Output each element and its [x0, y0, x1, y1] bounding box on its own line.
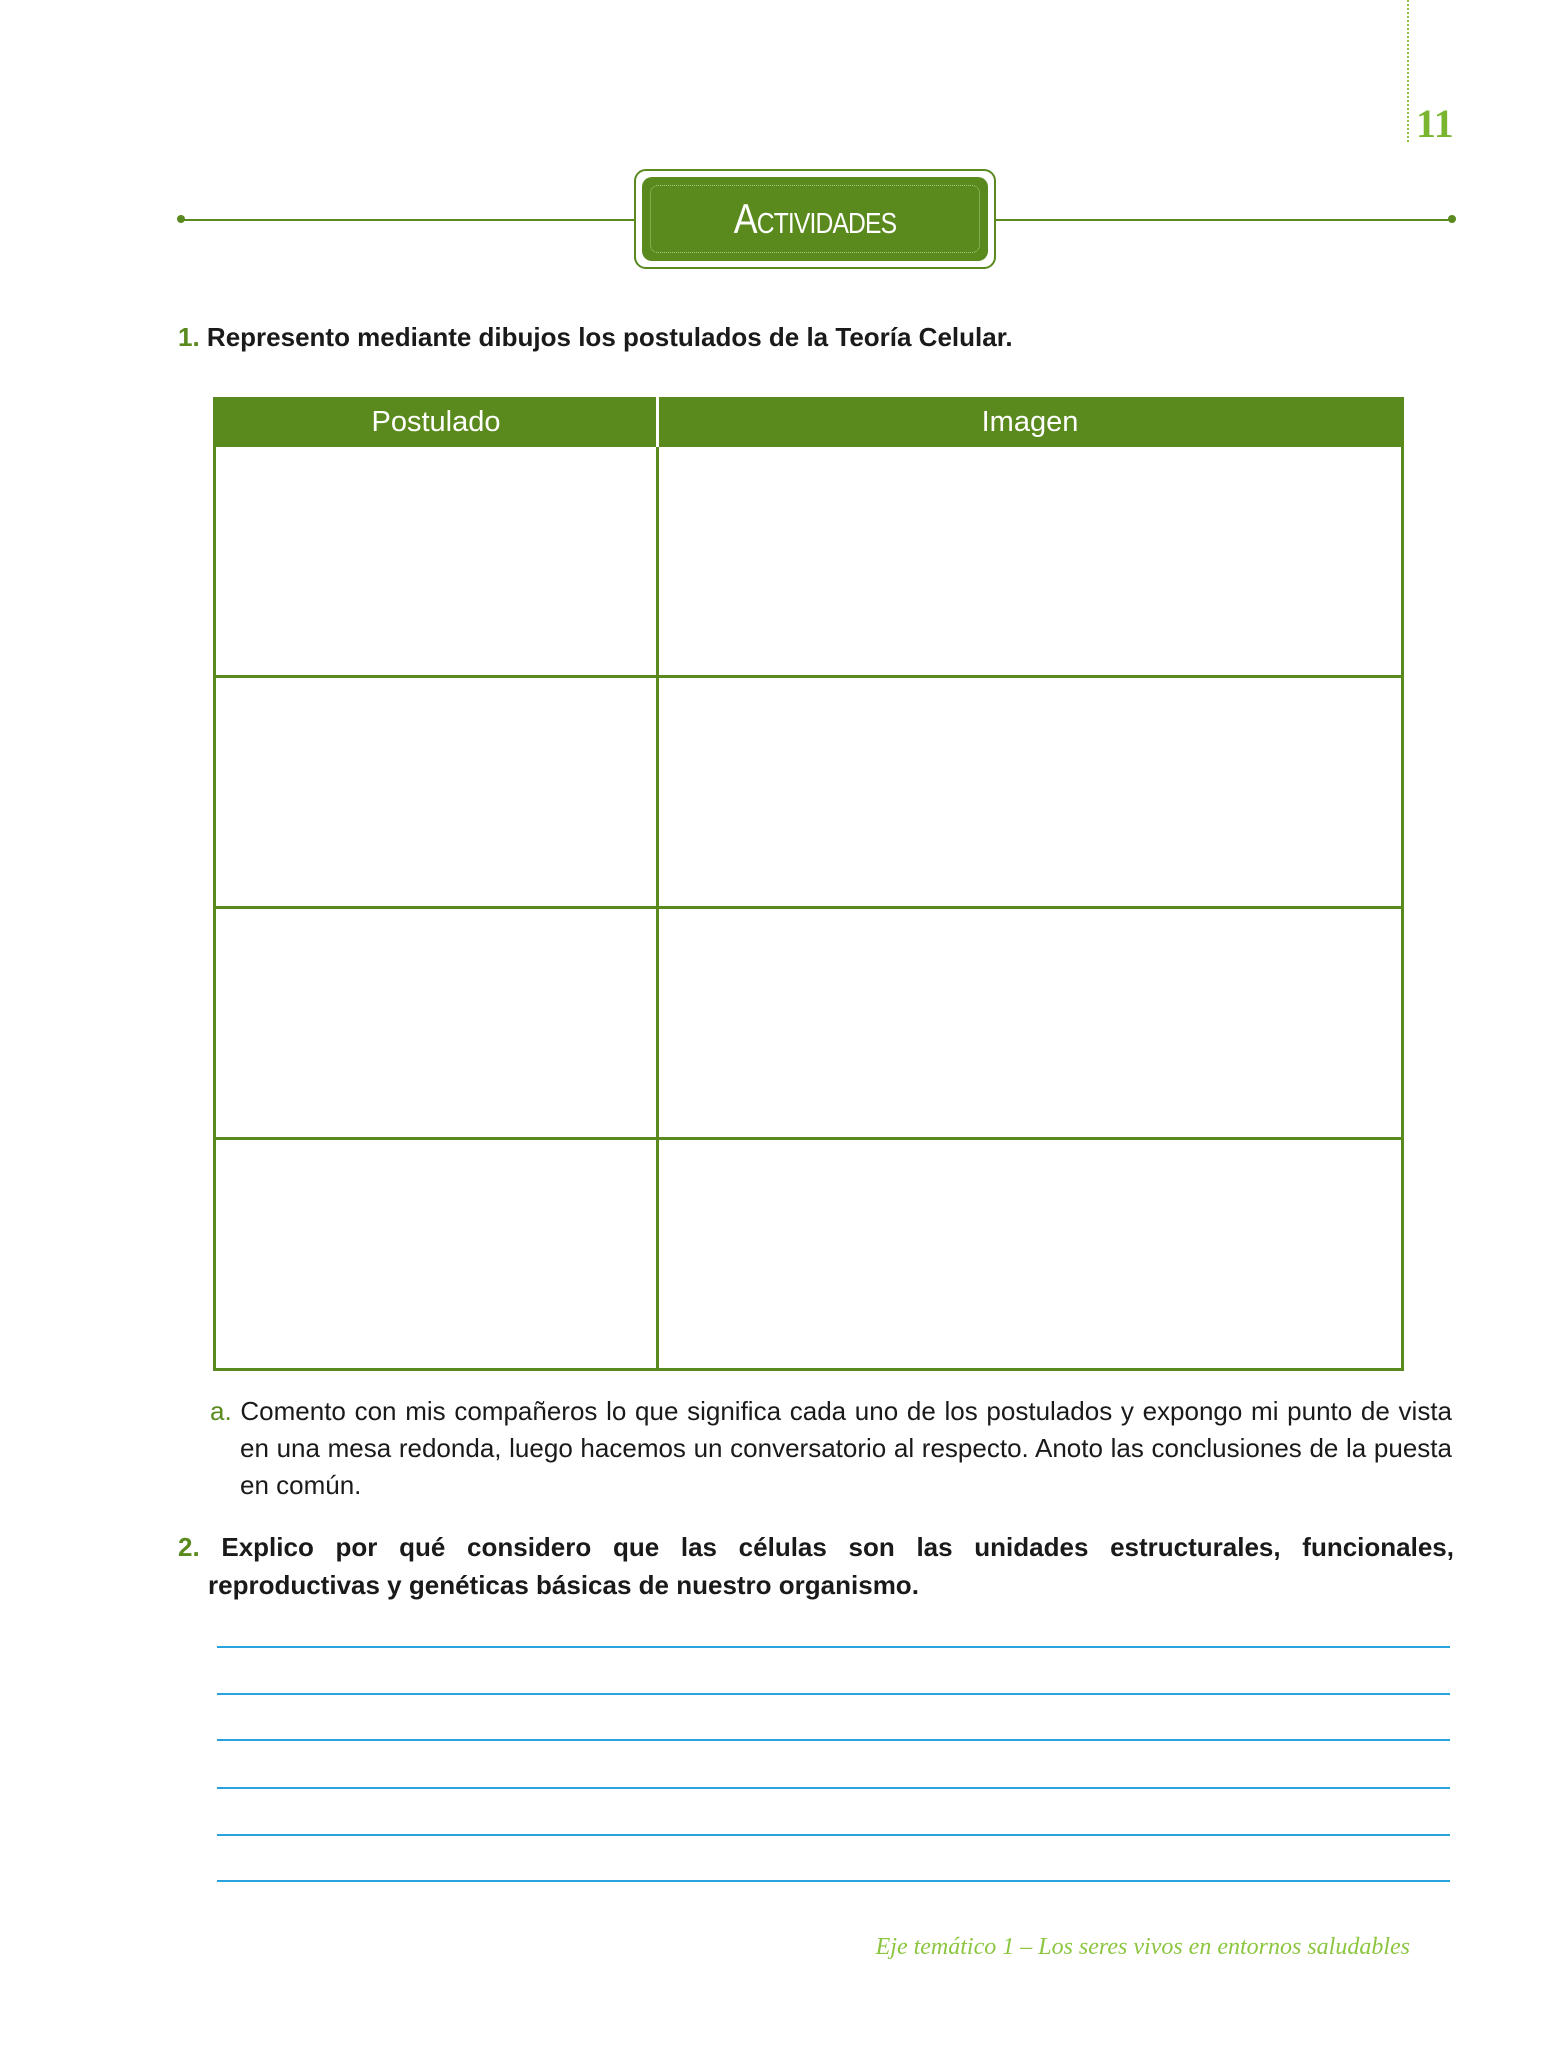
subquestion-a	[210, 1393, 1452, 1504]
postulado-cell[interactable]	[215, 1139, 658, 1370]
header-imagen: Imagen	[658, 399, 1403, 446]
subquestion-letter: a.	[210, 1396, 232, 1426]
postulates-table	[213, 397, 1404, 1371]
header-rule-dot-left	[177, 215, 185, 223]
imagen-cell[interactable]	[658, 446, 1403, 677]
table-row	[215, 677, 1403, 908]
answer-line[interactable]	[217, 1834, 1450, 1836]
subquestion-text: Comento con mis compañeros lo que significa cada uno de los postulados y expongo mi punto de vista en una mesa redonda, luego hacemos un conversatorio al respecto. Anoto las conclusiones de la puesta en común.	[240, 1396, 1452, 1500]
imagen-cell[interactable]	[658, 677, 1403, 908]
header-postulado: Postulado	[215, 399, 658, 446]
answer-line[interactable]	[217, 1787, 1450, 1789]
question-text: Explico por qué considero que las células son las unidades estructurales, funcionales, reproductivas y genéticas básicas de nuestro organismo.	[208, 1532, 1454, 1600]
table-header-row	[215, 399, 1403, 446]
header-rule-dot-right	[1448, 215, 1456, 223]
imagen-cell[interactable]	[658, 1139, 1403, 1370]
answer-line[interactable]	[217, 1693, 1450, 1695]
question-1	[178, 318, 1013, 356]
question-number: 2.	[178, 1532, 200, 1562]
question-2	[178, 1528, 1454, 1604]
header-rule-left	[180, 219, 636, 221]
answer-line[interactable]	[217, 1646, 1450, 1648]
page-footer: Eje temático 1 – Los seres vivos en entornos saludables	[875, 1934, 1410, 1960]
table-row	[215, 446, 1403, 677]
section-title: Actividades	[733, 195, 897, 242]
table-row	[215, 1139, 1403, 1370]
question-number: 1.	[178, 322, 200, 352]
imagen-cell[interactable]	[658, 908, 1403, 1139]
section-badge	[634, 169, 996, 269]
postulado-cell[interactable]	[215, 446, 658, 677]
margin-dotted-line	[1407, 0, 1409, 142]
question-text: Represento mediante dibujos los postulados de la Teoría Celular.	[206, 322, 1013, 352]
header-rule-right	[995, 219, 1451, 221]
page-number: 11	[1416, 101, 1454, 146]
answer-line[interactable]	[217, 1739, 1450, 1741]
postulado-cell[interactable]	[215, 908, 658, 1139]
answer-line[interactable]	[217, 1880, 1450, 1882]
table-row	[215, 908, 1403, 1139]
postulado-cell[interactable]	[215, 677, 658, 908]
